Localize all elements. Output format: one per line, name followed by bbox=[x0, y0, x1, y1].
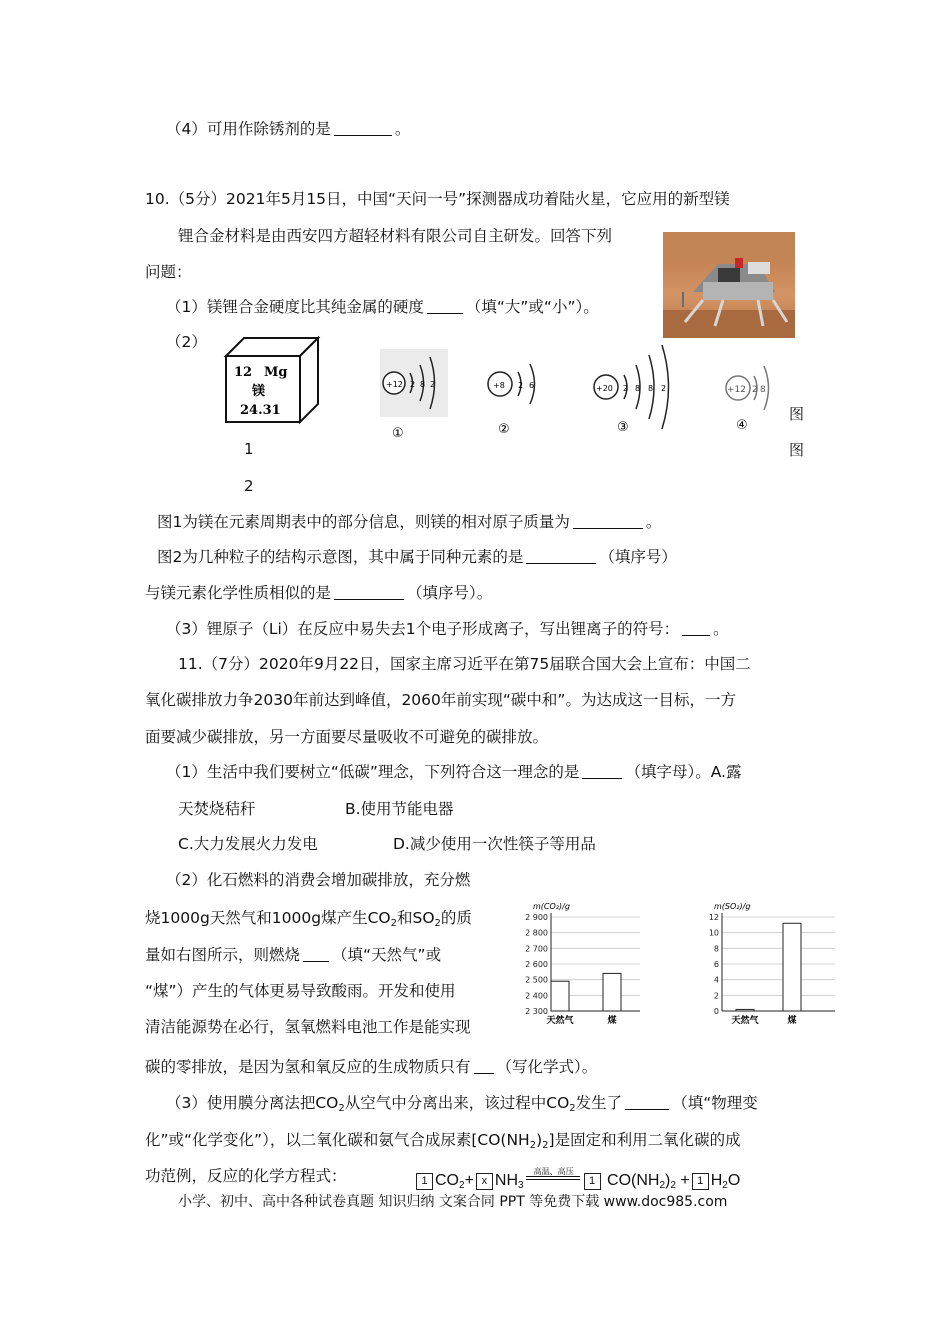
shell-count: 8 bbox=[648, 384, 654, 393]
particle-label: ④ bbox=[736, 418, 748, 433]
nucleus-charge: +8 bbox=[493, 381, 505, 390]
reaction-arrow bbox=[524, 1167, 582, 1184]
subscript: 3 bbox=[518, 1180, 524, 1191]
formula: O bbox=[727, 1172, 741, 1189]
fig1-caption-2: 2 bbox=[244, 477, 254, 495]
q10-line2: 锂合金材料是由西安四方超轻材料有限公司自主研发。回答下列 bbox=[178, 227, 613, 245]
subscript: 2 bbox=[434, 918, 441, 929]
chart-ylabel: m(CO₂)/g bbox=[533, 902, 570, 911]
answer-blank[interactable] bbox=[625, 1093, 669, 1110]
q11-part2-line3 bbox=[145, 944, 441, 966]
particle-1-diagram bbox=[380, 345, 450, 440]
option-d: D.减少使用一次性筷子等用品 bbox=[393, 835, 596, 853]
subscript: 2 bbox=[390, 918, 397, 929]
subscript: 2 bbox=[722, 1180, 728, 1191]
x-category-label: 天然气 bbox=[731, 1016, 759, 1026]
q11-part2-line2 bbox=[145, 907, 472, 929]
element-cell-figure bbox=[222, 334, 322, 426]
question-text: 图2为几种粒子的结构示意图，其中属于同种元素的是 bbox=[157, 548, 524, 566]
answer-blank[interactable] bbox=[334, 119, 392, 136]
q11-part3-line3: 功范例，反应的化学方程式： bbox=[145, 1167, 347, 1185]
text: 和SO bbox=[396, 909, 435, 927]
x-category-label: 天然气 bbox=[546, 1016, 574, 1026]
particle-label: ① bbox=[392, 426, 404, 440]
answer-blank[interactable] bbox=[334, 583, 404, 600]
shell-count: 8 bbox=[420, 380, 426, 389]
coefficient-box[interactable]: 1 bbox=[416, 1173, 433, 1190]
q10-fig1-question bbox=[157, 511, 661, 533]
q9-part4-text: （4）可用作除锈剂的是 bbox=[166, 120, 331, 138]
y-tick-label: 2 400 bbox=[525, 991, 548, 1001]
shell-count: 8 bbox=[760, 385, 766, 395]
reaction-condition: 高温、高压 bbox=[533, 1167, 574, 1176]
q11-part2-line5: 清洁能源势在必行，氢氧燃料电池工作是能实现 bbox=[145, 1018, 471, 1036]
answer-blank[interactable] bbox=[427, 297, 463, 314]
element-symbol: Mg bbox=[264, 365, 288, 380]
fig1-caption-1: 1 bbox=[244, 440, 254, 458]
option-c: C.大力发展火力发电 bbox=[178, 835, 318, 853]
subscript: 2 bbox=[542, 1140, 549, 1151]
subscript: 2 bbox=[459, 1180, 465, 1191]
subscript: 2 bbox=[529, 1140, 537, 1151]
text: 烧1000g天然气和1000g煤产生CO bbox=[145, 909, 391, 927]
punct: 。 bbox=[645, 513, 662, 531]
y-tick-label: 2 700 bbox=[525, 944, 548, 954]
y-tick-label: 2 900 bbox=[525, 913, 548, 922]
question-text: 与镁元素化学性质相似的是 bbox=[145, 584, 332, 602]
nucleus-charge: +12 bbox=[727, 385, 746, 395]
shell-count: 8 bbox=[635, 384, 641, 393]
y-tick-label: 8 bbox=[713, 944, 719, 954]
urea-equation bbox=[414, 1167, 741, 1192]
y-tick-label: 0 bbox=[713, 1007, 719, 1016]
text: ]是固定和利用二氧化碳的成 bbox=[548, 1131, 741, 1149]
q10-line1: 10.（5分）2021年5月15日，中国“天问一号”探测器成功着陆火星，它应用的新型镁 bbox=[145, 190, 730, 208]
y-tick-label: 2 800 bbox=[525, 928, 548, 938]
shell-count: 2 bbox=[623, 384, 629, 393]
double-line bbox=[526, 1176, 580, 1180]
bar bbox=[736, 1009, 754, 1011]
answer-blank[interactable] bbox=[526, 547, 596, 564]
text: 量如右图所示，则燃烧 bbox=[145, 946, 301, 964]
subscript: 2 bbox=[659, 1180, 666, 1191]
so2-bar-chart bbox=[700, 897, 840, 1032]
subscript: 2 bbox=[338, 1103, 345, 1114]
particle-3-diagram bbox=[592, 343, 684, 435]
formula: ) bbox=[665, 1172, 671, 1189]
answer-blank[interactable] bbox=[303, 945, 329, 962]
bar bbox=[783, 923, 801, 1011]
fig2-caption-1: 图 bbox=[789, 405, 805, 423]
text: 发生了 bbox=[575, 1094, 623, 1112]
q11-line3: 面要减少碳排放，另一方面要尽量吸收不可避免的碳排放。 bbox=[145, 728, 549, 746]
nucleus-charge: +20 bbox=[596, 384, 613, 393]
coefficient-box[interactable]: 1 bbox=[692, 1173, 709, 1190]
particle-2-diagram bbox=[484, 360, 554, 440]
question-hint: （填序号） bbox=[599, 548, 677, 566]
question-text: 图1为镁在元素周期表中的部分信息，则镁的相对原子质量为 bbox=[157, 513, 570, 531]
shell-count: 6 bbox=[529, 381, 535, 390]
text: （3）使用膜分离法把CO bbox=[166, 1094, 339, 1112]
coefficient-box[interactable]: x bbox=[476, 1173, 493, 1190]
y-tick-label: 2 500 bbox=[525, 975, 548, 985]
punct: 。 bbox=[394, 120, 411, 138]
lander-image bbox=[663, 232, 795, 338]
atomic-mass: 24.31 bbox=[240, 403, 281, 418]
option-b: B.使用节能电器 bbox=[345, 800, 454, 818]
shell-count: 2 bbox=[518, 381, 524, 390]
y-tick-label: 12 bbox=[708, 913, 719, 922]
y-tick-label: 2 300 bbox=[525, 1007, 548, 1016]
plus: + bbox=[464, 1172, 474, 1189]
y-tick-label: 2 bbox=[713, 991, 719, 1001]
nucleus-charge: +12 bbox=[386, 380, 403, 389]
shell-count: 2 bbox=[430, 380, 436, 389]
text: 的质 bbox=[440, 909, 472, 927]
q11-line1: 11.（7分）2020年9月22日，国家主席习近平在第75届联合国大会上宣布：中国二 bbox=[178, 655, 751, 673]
q11-part3-line2 bbox=[145, 1129, 741, 1151]
q10-line3: 问题： bbox=[145, 263, 192, 281]
element-name: 镁 bbox=[252, 384, 266, 399]
plus: + bbox=[680, 1172, 690, 1189]
y-tick-label: 2 600 bbox=[525, 960, 548, 969]
question-hint: （填字母）。A.露 bbox=[625, 763, 742, 781]
punct: 。 bbox=[713, 620, 729, 638]
shell-count: 2 bbox=[410, 380, 416, 389]
fig2-caption-2: 图 bbox=[789, 441, 805, 459]
text: （写化学式）。 bbox=[496, 1058, 598, 1076]
q10-part1-text: （1）镁锂合金硬度比其纯金属的硬度 bbox=[166, 298, 424, 316]
q10-fig2-question bbox=[157, 546, 677, 568]
option-a-cont: 天焚烧秸秆 bbox=[178, 800, 256, 818]
text: 化”或“化学变化”），以二氧化碳和氨气合成尿素[CO(NH bbox=[145, 1131, 530, 1149]
shell-count: 2 bbox=[752, 385, 758, 395]
subscript: 2 bbox=[569, 1103, 576, 1114]
question-text: （1）生活中我们要树立“低碳”理念，下列符合这一理念的是 bbox=[166, 763, 580, 781]
text: 从空气中分离出来，该过程中CO bbox=[344, 1094, 570, 1112]
q9-part4 bbox=[166, 118, 410, 140]
answer-blank[interactable] bbox=[582, 762, 622, 779]
co2-bar-chart bbox=[515, 897, 645, 1032]
question-text: （3）锂原子（Li）在反应中易失去1个电子形成离子，写出锂离子的符号： bbox=[166, 620, 680, 638]
formula: H bbox=[710, 1172, 723, 1189]
formula: NH bbox=[494, 1172, 519, 1189]
chart-ylabel: m(SO₂)/g bbox=[714, 902, 751, 911]
text: 碳的零排放，是因为氢和氧反应的生成物质只有 bbox=[145, 1058, 471, 1076]
coefficient-box[interactable]: 1 bbox=[584, 1173, 601, 1190]
mars-rover-photo bbox=[663, 232, 795, 338]
q10-similar-question bbox=[145, 582, 492, 604]
answer-blank[interactable] bbox=[573, 512, 643, 529]
x-category-label: 煤 bbox=[787, 1016, 797, 1026]
particle-4-diagram bbox=[722, 358, 782, 433]
shell-count: 2 bbox=[661, 384, 667, 393]
q10-part3 bbox=[166, 618, 729, 640]
subscript: 2 bbox=[670, 1180, 676, 1191]
y-tick-label: 6 bbox=[713, 960, 719, 969]
atomic-number: 12 bbox=[234, 365, 253, 380]
q10-part1 bbox=[166, 296, 599, 318]
formula: CO bbox=[435, 1172, 459, 1189]
q11-part2-line6 bbox=[145, 1056, 597, 1078]
q10-part2-label: （2） bbox=[166, 333, 207, 351]
y-tick-label: 4 bbox=[713, 975, 719, 985]
answer-blank[interactable] bbox=[474, 1057, 494, 1074]
answer-blank[interactable] bbox=[682, 619, 710, 636]
text: （填“天然气”或 bbox=[332, 946, 442, 964]
particle-label: ② bbox=[498, 422, 510, 437]
x-category-label: 煤 bbox=[607, 1016, 617, 1026]
bar bbox=[603, 973, 621, 1011]
footer-text: 小学、初中、高中各种试卷真题 知识归纳 文案合同 PPT 等免费下载 www.doc985.com bbox=[178, 1194, 728, 1210]
text: ) bbox=[536, 1131, 543, 1149]
q11-part2-line1: （2）化石燃料的消费会增加碳排放，充分燃 bbox=[166, 871, 471, 889]
text: （填“物理变 bbox=[672, 1094, 758, 1112]
y-tick-label: 10 bbox=[708, 928, 719, 938]
formula: CO(NH bbox=[607, 1172, 660, 1189]
q11-part1 bbox=[166, 761, 741, 783]
q11-part2-line4: “煤”）产生的气体更易导致酸雨。开发和使用 bbox=[145, 982, 456, 1000]
bar bbox=[551, 981, 569, 1011]
q10-part1-hint: （填“大”或“小”）。 bbox=[465, 298, 599, 316]
particle-label: ③ bbox=[617, 420, 629, 435]
q11-line2: 氧化碳排放力争2030年前达到峰值，2060年前实现“碳中和”。为达成这一目标，一方 bbox=[145, 691, 736, 709]
q11-part3-line1 bbox=[166, 1092, 758, 1114]
question-hint: （填序号）。 bbox=[407, 584, 493, 602]
